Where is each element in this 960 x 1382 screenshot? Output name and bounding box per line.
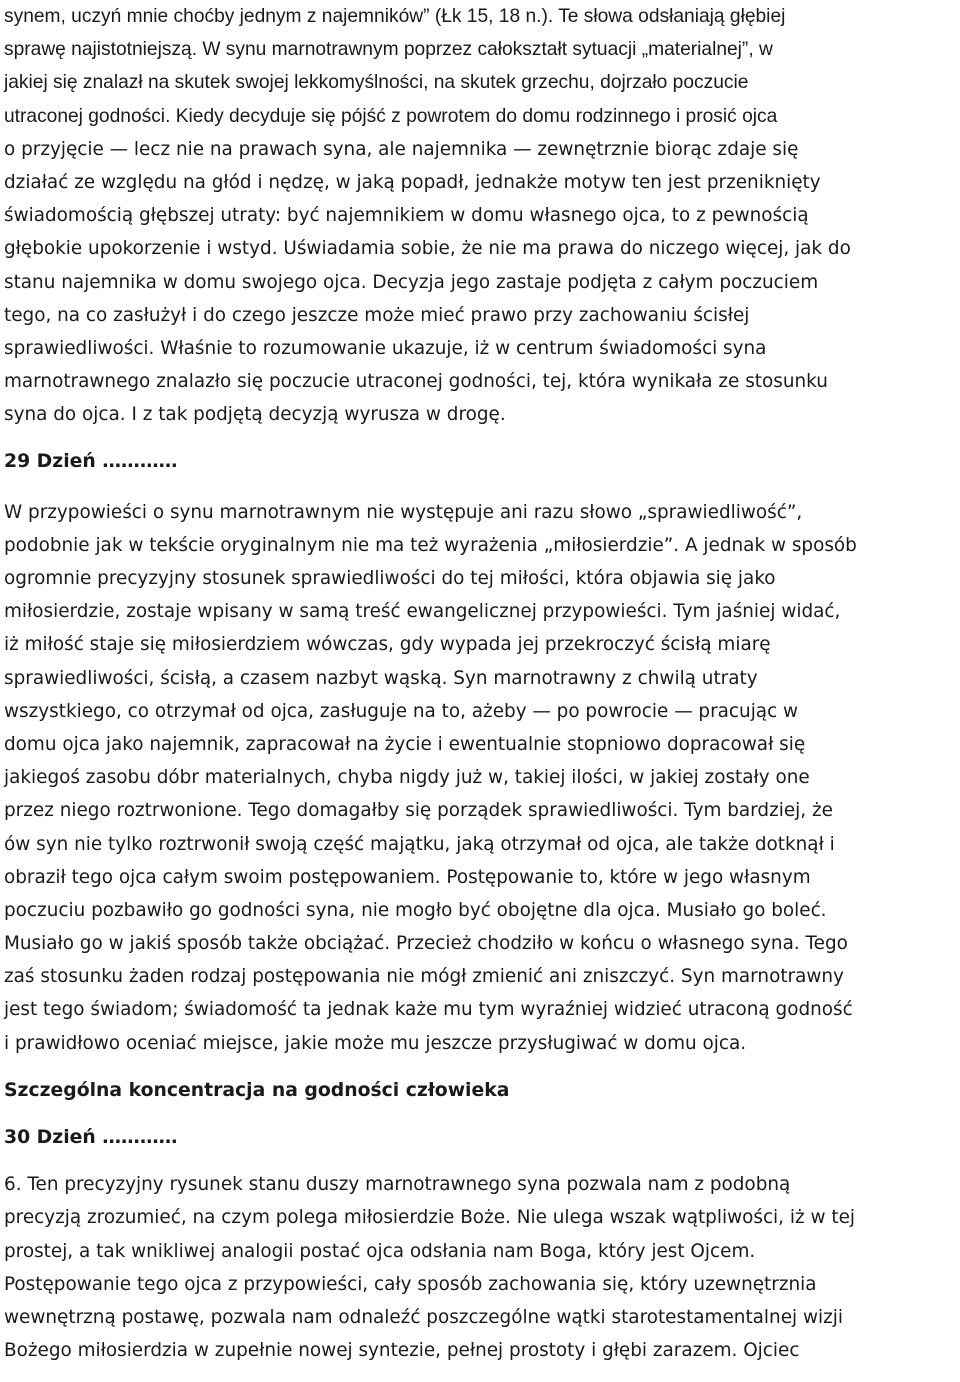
text-line: jakiej się znalazł na skutek swojej lekkomyślności, na skutek grzechu, dojrzało poczucie [4, 72, 749, 94]
text-line: zaś stosunku żaden rodzaj postępowania nie mógł zmienić ani zniszczyć. Syn marnotrawny [4, 966, 844, 988]
text-line: działać ze względu na głód i nędzę, w jaką popadł, jednakże motyw ten jest przeniknięty [4, 171, 821, 193]
paragraph-prodigal-son-dignity [4, 0, 960, 431]
text-line: Bożego miłosierdzia w zupełnie nowej syntezie, pełnej prostoty i głębi zarazem. Ojciec [4, 1340, 800, 1362]
text-line: Musiało go w jakiś sposób także obciążać. Przecież chodziło w końcu o własnego syna. Tego [4, 933, 848, 955]
text-line: wewnętrzną postawę, pozwala nam odnaleźć poszczególne wątki starotestamentalnej wizji [4, 1306, 843, 1328]
text-line: i prawidłowo oceniać miejsce, jakie może mu jeszcze przysługiwać w domu ojca. [4, 1032, 747, 1054]
text-line: domu ojca jako najemnik, zapracował na życie i ewentualnie stopniowo dopracował się [4, 733, 806, 755]
paragraph-god-the-father [4, 1168, 960, 1367]
text-line: wszystkiego, co otrzymał od ojca, zasługuje na to, ażeby — po powrocie — pracując w [4, 700, 799, 722]
day-29-heading: 29 Dzień ………… [4, 451, 178, 473]
text-line: W przypowieści o synu marnotrawnym nie występuje ani razu słowo „sprawiedliwość”, [4, 501, 803, 523]
text-line: miłosierdzie, zostaje wpisany w samą treść ewangelicznej przypowieści. Tym jaśniej widać, [4, 601, 841, 623]
text-line: poczuciu pozbawiło go godności syna, nie mogło być obojętne dla ojca. Musiało go boleć. [4, 899, 827, 921]
text-line: przez niego roztrwonione. Tego domagałby się porządek sprawiedliwości. Tym bardziej, że [4, 800, 833, 822]
paragraph-justice-and-mercy [4, 496, 960, 1060]
text-line: Postępowanie tego ojca z przypowieści, cały sposób zachowania się, który uzewnętrznia [4, 1273, 817, 1295]
text-line: podobnie jak w tekście oryginalnym nie ma też wyrażenia „miłosierdzie”. A jednak w sposób [4, 534, 857, 556]
text-line: jest tego świadom; świadomość ta jednak każe mu tym wyraźniej widzieć utraconą godność [4, 999, 853, 1021]
document-page [4, 0, 960, 1367]
day-30-heading: 30 Dzień ………… [4, 1127, 178, 1148]
text-line: utraconej godności. Kiedy decyduje się pójść z powrotem do domu rodzinnego i prosić ojca [4, 105, 778, 127]
text-line: ogromnie precyzyjny stosunek sprawiedliwości do tej miłości, która objawia się jako [4, 568, 776, 589]
text-line: stanu najemnika w domu swojego ojca. Decyzja jego zastaje podjęta z całym poczuciem [4, 271, 819, 293]
text-line: sprawę najistotniejszą. W synu marnotrawnym poprzez całokształt sytuacji „materialnej”, w [4, 39, 773, 61]
text-line: obraził tego ojca całym swoim postępowaniem. Postępowanie to, które w jego własnym [4, 866, 811, 888]
section-heading: Szczególna koncentracja na godności człowieka [4, 1079, 510, 1101]
text-line: głębokie upokorzenie i wstyd. Uświadamia sobie, że nie ma prawa do niczego więcej, jak do [4, 238, 851, 260]
text-line: iż miłość staje się miłosierdziem wówczas, gdy wypada jej przekroczyć ścisłą miarę [4, 634, 771, 656]
text-line: ów syn nie tylko roztrwonił swoją część majątku, jaką otrzymał od ojca, ale także dotknął i [4, 833, 835, 855]
text-line: sprawiedliwości. Właśnie to rozumowanie ukazuje, iż w centrum świadomości syna [4, 337, 767, 359]
text-line: 6. Ten precyzyjny rysunek stanu duszy marnotrawnego syna pozwala nam z podobną [4, 1174, 791, 1196]
text-line: marnotrawnego znalazło się poczucie utraconej godności, tej, która wynikała ze stosunku [4, 371, 828, 393]
text-line: świadomością głębszej utraty: być najemnikiem w domu własnego ojca, to z pewnością [4, 205, 809, 227]
text-line: jakiegoś zasobu dóbr materialnych, chyba nigdy już w, takiej ilości, w jakiej zostały one [4, 767, 810, 789]
text-line: sprawiedliwości, ścisłą, a czasem nazbyt wąską. Syn marnotrawny z chwilą utraty [4, 667, 758, 689]
text-line: precyzją zrozumieć, na czym polega miłosierdzie Boże. Nie ulega wszak wątpliwości, iż w tej [4, 1207, 855, 1229]
text-line: synem, uczyń mnie choćby jednym z najemników” (Łk 15, 18 n.). Te słowa odsłaniają głębiej [4, 6, 786, 27]
text-line: prostej, a tak wnikliwej analogii postać ojca odsłania nam Boga, który jest Ojcem. [4, 1240, 756, 1262]
text-line: o przyjęcie — lecz nie na prawach syna, ale najemnika — zewnętrznie biorąc zdaje się [4, 138, 799, 160]
text-line: tego, na co zasłużył i do czego jeszcze może mieć prawo przy zachowaniu ścisłej [4, 304, 750, 326]
text-line: syna do ojca. I z tak podjętą decyzją wyrusza w drogę. [4, 404, 506, 426]
